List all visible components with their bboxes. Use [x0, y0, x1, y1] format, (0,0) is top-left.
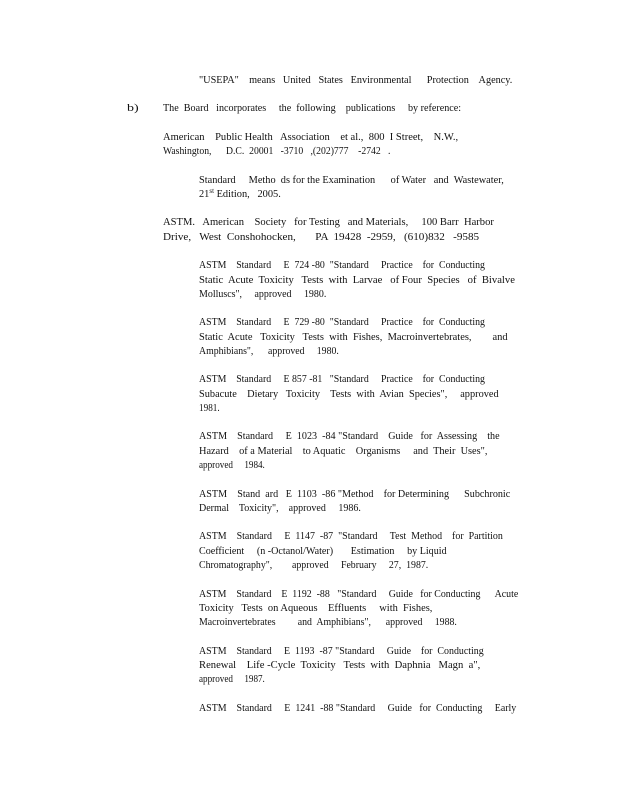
astm-e1193-line-2: Renewal Life -Cycle Toxicity Tests with Daphnia Magn a",: [199, 660, 481, 671]
astm-e1103-line-1: ASTM Stand ard E 1103 -86 "Method for Determining Subchronic: [199, 489, 511, 500]
apha-publisher-line-1: American Public Health Association et al., 800 I Street, N.W.,: [163, 132, 459, 143]
usepa-definition: "USEPA" means United States Environmental Protection Agency.: [199, 75, 513, 86]
astm-e1193-line-3: approved 1987.: [199, 674, 265, 685]
astm-e1023-line-3: approved 1984.: [199, 460, 265, 471]
astm-e1147-line-1: ASTM Standard E 1147 -87 "Standard Test Method for Partition: [199, 531, 503, 542]
astm-e724-line-2: Static Acute Toxicity Tests with Larvae of Four Species of Bivalve: [199, 275, 515, 286]
astm-e1192-line-3: Macroinvertebrates and Amphibians", approved 1988.: [199, 617, 457, 628]
astm-e1023-line-1: ASTM Standard E 1023 -84 "Standard Guide for Assessing the: [199, 431, 500, 442]
astm-e1193-line-1: ASTM Standard E 1193 -87 "Standard Guide for Conducting: [199, 646, 484, 657]
astm-e724-line-3: Molluscs", approved 1980.: [199, 289, 327, 300]
astm-e729-line-1: ASTM Standard E 729 -80 "Standard Practice for Conducting: [199, 317, 485, 328]
section-b-intro: The Board incorporates the following publications by reference:: [163, 103, 462, 114]
astm-e857-line-2: Subacute Dietary Toxicity Tests with Avian Species", approved: [199, 389, 499, 400]
astm-e857-line-1: ASTM Standard E 857 -81 "Standard Practice for Conducting: [199, 374, 485, 385]
standard-methods-line-2: 21st Edition, 2005.: [199, 187, 281, 200]
astm-e1023-line-2: Hazard of a Material to Aquatic Organisms and Their Uses",: [199, 446, 488, 457]
astm-e857-line-3: 1981.: [199, 403, 220, 414]
astm-e729-line-2: Static Acute Toxicity Tests with Fishes, Macroinvertebrates, and: [199, 332, 508, 343]
astm-e1147-line-3: Chromatography", approved February 27, 1987.: [199, 560, 429, 571]
astm-publisher-line-1: ASTM. American Society for Testing and Materials, 100 Barr Harbor: [163, 217, 494, 228]
astm-e1147-line-2: Coefficient (n -Octanol/Water) Estimation by Liquid: [199, 546, 447, 557]
astm-publisher-line-2: Drive, West Conshohocken, PA 19428 -2959, (610)832 -9585: [163, 232, 480, 243]
astm-e729-line-3: Amphibians", approved 1980.: [199, 346, 339, 357]
astm-e1241-line-1: ASTM Standard E 1241 -88 "Standard Guide for Conducting Early: [199, 703, 517, 714]
edition-superscript: st: [209, 187, 214, 195]
section-b-label: b): [127, 103, 139, 114]
astm-e724-line-1: ASTM Standard E 724 -80 "Standard Practice for Conducting: [199, 260, 485, 271]
standard-methods-line-1: Standard Metho ds for the Examination of Water and Wastewater,: [199, 175, 504, 186]
astm-e1192-line-1: ASTM Standard E 1192 -88 "Standard Guide for Conducting Acute: [199, 589, 519, 600]
apha-publisher-line-2: Washington, D.C. 20001 -3710 ,(202)777 -2742 .: [163, 146, 391, 157]
astm-e1192-line-2: Toxicity Tests on Aqueous Effluents with Fishes,: [199, 603, 433, 614]
astm-e1103-line-2: Dermal Toxicity", approved 1986.: [199, 503, 361, 514]
